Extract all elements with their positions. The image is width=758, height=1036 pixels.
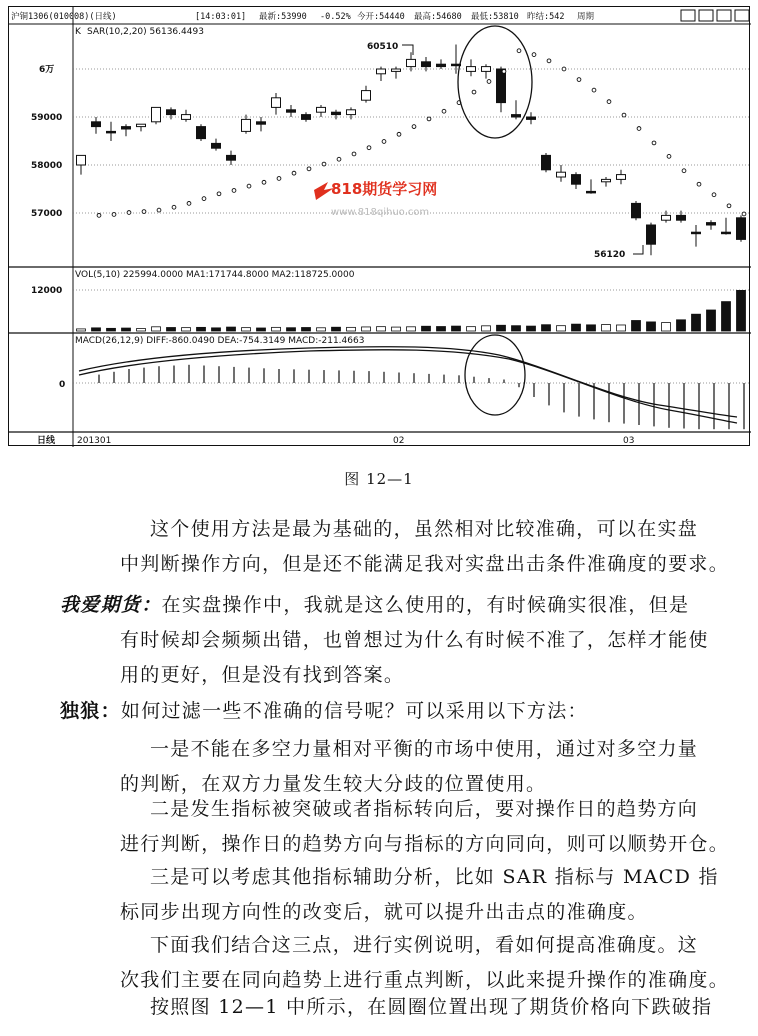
paragraph-text: 的判断，在双方力量发生较大分歧的位置使用。 xyxy=(120,773,547,795)
sar-dot xyxy=(142,210,146,214)
candle-body xyxy=(137,124,146,126)
sar-dot xyxy=(742,212,746,216)
sar-dot xyxy=(622,113,626,117)
sar-dot xyxy=(502,70,506,74)
volume-bar xyxy=(467,327,476,331)
candle-body xyxy=(722,232,731,234)
volume-bar xyxy=(542,325,551,331)
grid-icon[interactable] xyxy=(681,10,695,21)
candle-body xyxy=(272,98,281,108)
volume-bar xyxy=(707,310,716,331)
volume-bar xyxy=(167,328,176,332)
header-change: -0.52% xyxy=(320,12,351,22)
candle-body xyxy=(707,223,716,225)
candle-body xyxy=(647,225,656,244)
volume-bar xyxy=(122,328,131,331)
volume-bar xyxy=(197,327,206,331)
highlight-circle-price xyxy=(458,26,532,138)
candle-body xyxy=(107,131,116,133)
candle-body xyxy=(242,119,251,131)
sar-dot xyxy=(517,49,521,53)
paragraph-text: 中判断操作方向，但是还不能满足我对实盘出击条件准确度的要求。 xyxy=(120,553,730,575)
sar-dot xyxy=(367,146,371,150)
sar-dot xyxy=(577,78,581,82)
volume-bar xyxy=(602,325,611,331)
paragraph-line xyxy=(60,696,588,726)
volume-bar xyxy=(347,327,356,331)
volume-bar xyxy=(287,328,296,331)
speaker-name: 独狼： xyxy=(60,700,121,722)
candle-body xyxy=(182,115,191,120)
sar-dot xyxy=(607,100,611,104)
paragraph-text: 进行判断，操作日的趋势方向与指标的方向同向，则可以顺势开仓。 xyxy=(120,833,730,855)
candle-body xyxy=(392,69,401,71)
paragraph-text: 一是不能在多空力量相对平衡的市场中使用，通过对多空力量 xyxy=(150,738,699,760)
y-tick-59000: 59000 xyxy=(31,113,63,123)
paragraph-text: 有时候却会频频出错，也曾想过为什么有时候不准了，怎样才能使 xyxy=(120,629,709,651)
chart-canvas xyxy=(9,7,751,447)
volume-bar xyxy=(497,325,506,331)
sar-dot xyxy=(247,184,251,188)
paragraph-text: 标同步出现方向性的改变后，就可以提升出击点的准确度。 xyxy=(120,901,648,923)
volume-bar xyxy=(692,314,701,331)
volume-bar xyxy=(722,302,731,331)
header-status: 周期 xyxy=(577,12,595,22)
sar-dot xyxy=(667,154,671,158)
sar-dot xyxy=(697,182,701,186)
paragraph-text: 下面我们结合这三点，进行实例说明，看如何提高准确度。这 xyxy=(150,934,699,956)
header-low: 最低:53810 xyxy=(471,12,519,22)
watermark xyxy=(314,180,437,218)
paragraph-line xyxy=(150,514,698,544)
header-prev-close: 昨结:542 xyxy=(527,12,565,22)
header-open: 今开:54440 xyxy=(357,12,405,22)
paragraph-line xyxy=(120,625,709,655)
volume-bar xyxy=(257,328,266,331)
header-high: 最高:54680 xyxy=(414,12,462,22)
volume-bar xyxy=(212,328,221,331)
paragraph-text: 按照图 12—1 中所示，在圆圈位置出现了期货价格向下跌破指 xyxy=(150,996,713,1018)
candle-body xyxy=(737,218,746,240)
macd-dea-line xyxy=(79,350,737,423)
volume-bar xyxy=(107,328,116,331)
volume-bar xyxy=(572,324,581,331)
trough-label: 56120 xyxy=(594,250,626,260)
candle-body xyxy=(92,122,101,127)
volume-bar xyxy=(152,327,161,331)
sar-dot xyxy=(277,177,281,181)
sar-dot xyxy=(307,167,311,171)
candle-body xyxy=(407,59,416,66)
minimize-icon[interactable] xyxy=(699,10,713,21)
volume-bar xyxy=(377,327,386,331)
sar-dot xyxy=(712,193,716,197)
volume-bar xyxy=(272,327,281,331)
candle-body xyxy=(497,69,506,103)
peak-label: 60510 xyxy=(367,42,399,52)
candle-body xyxy=(602,179,611,181)
paragraph-line xyxy=(120,829,729,859)
sar-dot xyxy=(127,211,131,215)
volume-bar xyxy=(632,321,641,332)
volume-bar xyxy=(182,328,191,331)
sar-dot xyxy=(562,67,566,71)
candle-body xyxy=(587,191,596,193)
sar-dot xyxy=(337,157,341,161)
volume-bar xyxy=(452,326,461,331)
candle-body xyxy=(677,215,686,220)
x-axis-period: 日线 xyxy=(37,436,56,446)
watermark-url: www.818qihuo.com xyxy=(331,207,430,218)
paragraph-text: 二是发生指标被突破或者指标转向后，要对操作日的趋势方向 xyxy=(150,798,699,820)
paragraph-line xyxy=(120,965,729,995)
paragraph-text: 三是可以考虑其他指标辅助分析，比如 SAR 指标与 MACD 指 xyxy=(150,866,719,888)
sar-dot xyxy=(352,152,356,156)
candle-body xyxy=(302,115,311,120)
figure-caption: 图 12—1 xyxy=(344,470,414,488)
sar-label: SAR(10,2,20) 56136.4493 xyxy=(87,27,204,37)
candle-body xyxy=(437,64,446,66)
paragraph-text: 用的更好，但是没有找到答案。 xyxy=(120,664,405,686)
volume-bar xyxy=(227,327,236,331)
x-label-02: 02 xyxy=(393,436,405,446)
paragraph-text: 这个使用方法是最为基础的，虽然相对比较准确，可以在实盘 xyxy=(150,518,699,540)
x-label-03: 03 xyxy=(623,436,635,446)
paragraph-line xyxy=(120,660,404,690)
volume-bar xyxy=(137,329,146,331)
macd-y-tick: 0 xyxy=(59,380,66,390)
volume-bar xyxy=(587,325,596,331)
candle-body xyxy=(662,215,671,220)
sar-dot xyxy=(187,202,191,206)
trough-arrow xyxy=(633,245,643,254)
vol-label: VOL(5,10) 225994.0000 MA1:171744.8000 MA2:118725.0000 xyxy=(75,270,355,280)
paragraph-line xyxy=(120,549,729,579)
sar-dot xyxy=(217,192,221,196)
paragraph-text: 如何过滤一些不准确的信号呢？可以采用以下方法： xyxy=(120,700,588,722)
candle-body xyxy=(482,67,491,72)
candle-body xyxy=(422,62,431,67)
restore-icon[interactable] xyxy=(717,10,731,21)
paragraph-text: 次我们主要在同向趋势上进行重点判断，以此来提升操作的准确度。 xyxy=(120,969,730,991)
volume-bar xyxy=(362,327,371,331)
paragraph-line xyxy=(150,930,698,960)
volume-bar xyxy=(422,326,431,331)
paragraph-line xyxy=(120,897,648,927)
sar-dot xyxy=(472,90,476,94)
candle-body xyxy=(227,155,236,160)
volume-bar xyxy=(677,320,686,331)
volume-bar xyxy=(557,326,566,331)
candle-body xyxy=(212,143,221,148)
volume-bar xyxy=(92,328,101,331)
header-symbol: 沪铜1306(010008)(日线) xyxy=(11,12,117,22)
volume-bar xyxy=(437,327,446,331)
candle-body xyxy=(512,115,521,117)
candle-body xyxy=(287,110,296,112)
candle-body xyxy=(692,232,701,234)
candle-body xyxy=(572,175,581,185)
macd-histogram xyxy=(99,365,751,429)
candle-body xyxy=(77,155,86,165)
y-tick-58000: 58000 xyxy=(31,161,63,171)
header-latest: 最新:53990 xyxy=(259,12,307,22)
sar-dot xyxy=(412,125,416,129)
candle-body xyxy=(197,127,206,139)
volume-bar xyxy=(302,328,311,332)
sar-dot xyxy=(322,162,326,166)
y-tick-57000: 57000 xyxy=(31,209,63,219)
sar-dot xyxy=(292,171,296,175)
paragraph-text: 在实盘操作中，我就是这么使用的，有时候确实很准，但是 xyxy=(161,594,690,616)
paragraph-line xyxy=(150,794,698,824)
volume-bar xyxy=(242,328,251,331)
sar-dot xyxy=(262,180,266,184)
sar-dot xyxy=(547,59,551,63)
speaker-name: 我爱期货： xyxy=(60,594,162,616)
sar-dot xyxy=(652,141,656,145)
candle-body xyxy=(347,110,356,115)
watermark-brand: 818期货学习网 xyxy=(331,180,438,198)
paragraph-line xyxy=(60,590,689,620)
candle-body xyxy=(542,155,551,169)
k-label: K xyxy=(75,27,81,37)
sar-dot xyxy=(232,189,236,193)
candle-body xyxy=(257,122,266,124)
volume-bar xyxy=(527,326,536,331)
candle-body xyxy=(377,69,386,74)
volume-bar xyxy=(392,327,401,331)
sar-dot xyxy=(202,197,206,201)
volume-bar xyxy=(407,327,416,331)
volume-bar xyxy=(77,329,86,331)
candle-body xyxy=(332,112,341,114)
candle-body xyxy=(632,203,641,217)
volume-bar xyxy=(662,323,671,331)
paragraph-line xyxy=(150,734,698,764)
volume-bar xyxy=(647,322,656,331)
volume-bar xyxy=(617,325,626,331)
volume-bar xyxy=(737,290,746,331)
volume-bar xyxy=(317,328,326,331)
paragraph-line xyxy=(150,862,719,892)
sar-dot xyxy=(487,80,491,84)
volume-bars xyxy=(77,290,746,331)
candle-body xyxy=(122,127,131,129)
volume-bar xyxy=(512,326,521,331)
sar-dot xyxy=(112,213,116,217)
x-label-201301: 201301 xyxy=(77,436,112,446)
paragraph-line xyxy=(150,992,712,1022)
sar-dot xyxy=(682,169,686,173)
candle-body xyxy=(527,117,536,119)
vol-y-tick: 12000 xyxy=(31,286,63,296)
candle-body xyxy=(617,175,626,180)
sar-dot xyxy=(157,208,161,212)
sar-dot xyxy=(172,205,176,209)
sar-dot xyxy=(637,127,641,131)
sar-dot xyxy=(592,88,596,92)
close-icon[interactable] xyxy=(735,10,749,21)
candle-body xyxy=(557,172,566,177)
candle-body xyxy=(362,91,371,101)
macd-diff-line xyxy=(79,347,737,417)
sar-dot xyxy=(727,204,731,208)
sar-dot xyxy=(427,117,431,121)
sar-dot xyxy=(382,140,386,144)
sar-dot xyxy=(532,53,536,57)
sar-dot xyxy=(442,109,446,113)
candle-body xyxy=(317,107,326,112)
header-time: [14:03:01] xyxy=(195,12,247,22)
candle-body xyxy=(152,107,161,121)
sar-dot xyxy=(397,132,401,136)
y-tick-60000: 6万 xyxy=(39,65,55,75)
toolbar-icons xyxy=(681,10,749,21)
volume-bar xyxy=(332,327,341,331)
candle-body xyxy=(467,67,476,72)
sar-dot xyxy=(97,214,101,218)
volume-bar xyxy=(482,326,491,331)
macd-label: MACD(26,12,9) DIFF:-860.0490 DEA:-754.3149 MACD:-211.4663 xyxy=(75,336,365,346)
candles xyxy=(77,45,746,256)
futures-chart xyxy=(8,6,750,446)
highlight-circle-macd xyxy=(465,335,525,415)
candle-body xyxy=(167,110,176,115)
